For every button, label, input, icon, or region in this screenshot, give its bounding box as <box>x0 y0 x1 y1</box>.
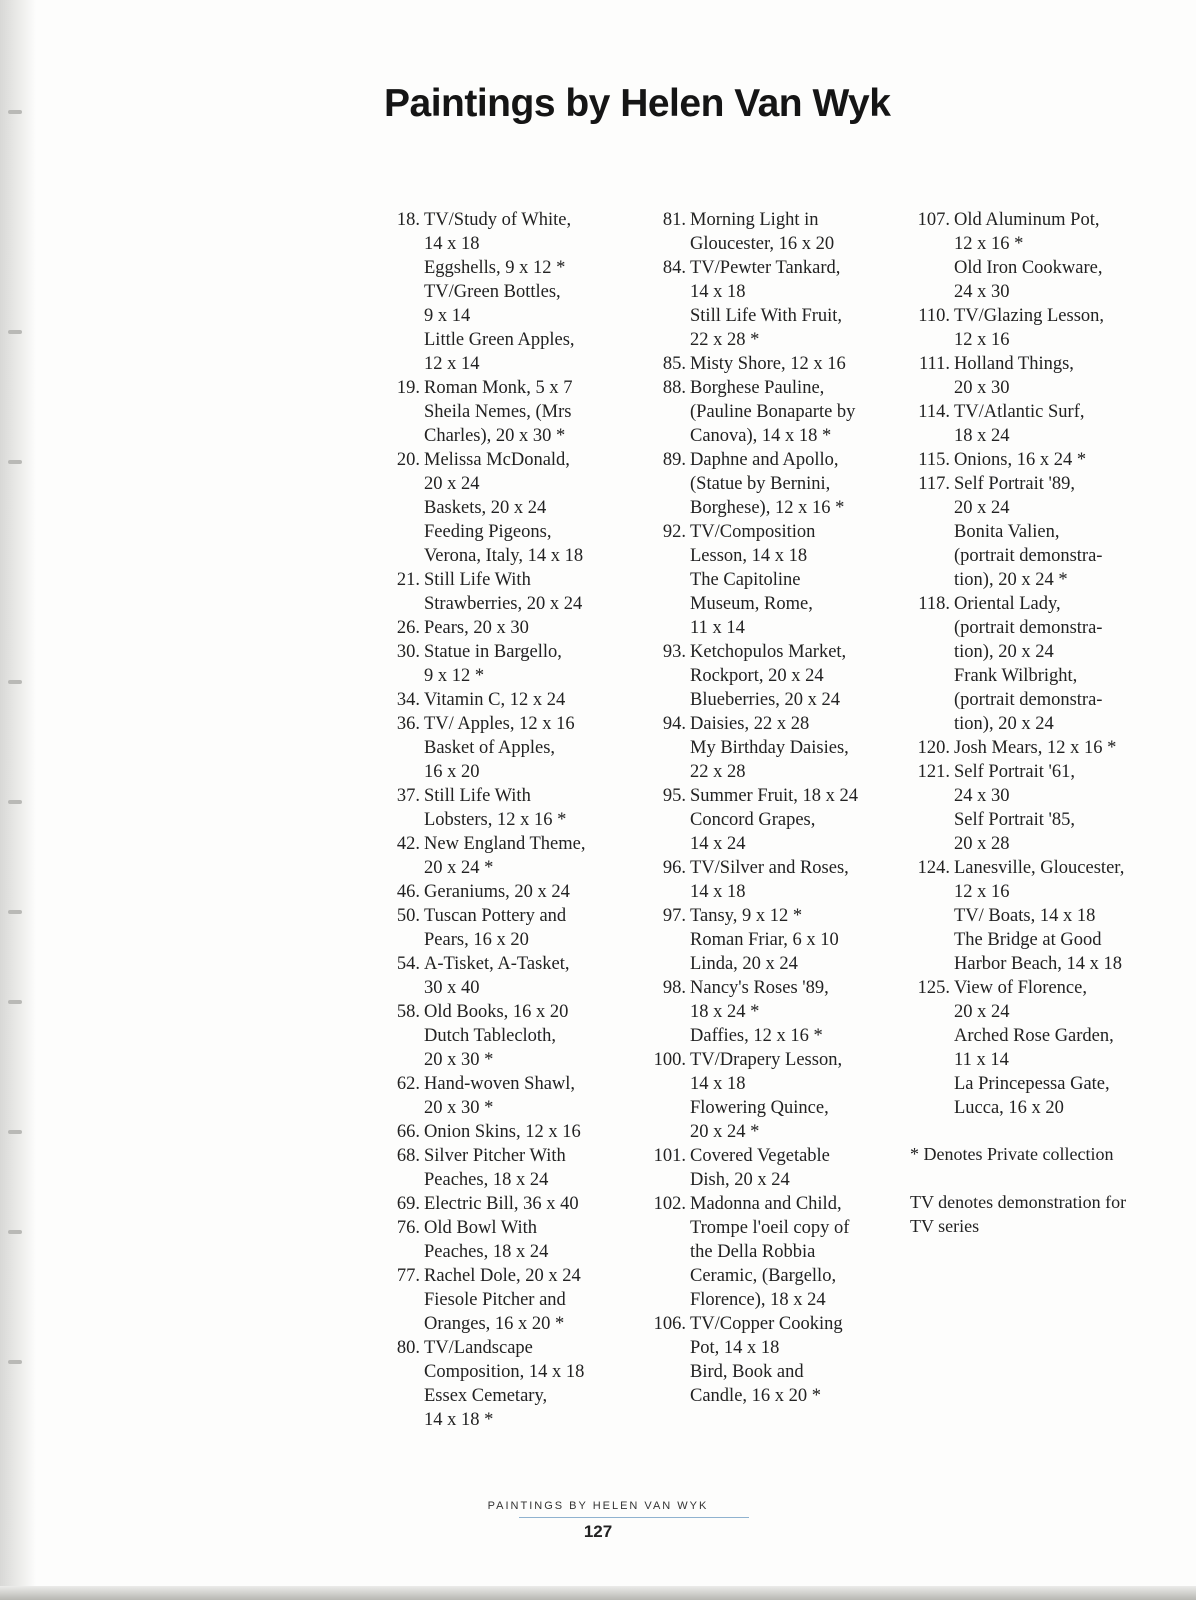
entry-number: 62. <box>396 1074 420 1094</box>
page-title: Paintings by Helen Van Wyk <box>384 82 891 125</box>
private-collection-note: * Denotes Private collection <box>910 1144 1114 1164</box>
entry-line: 9 x 14 <box>424 306 471 326</box>
entry-line: Tansy, 9 x 12 * <box>690 906 803 926</box>
binder-hole <box>8 800 22 804</box>
painting-entry <box>646 856 890 904</box>
painting-entry <box>646 1144 890 1192</box>
entry-line: View of Florence, <box>954 978 1087 998</box>
painting-entry <box>646 376 890 448</box>
entry-line: 20 x 30 * <box>424 1050 494 1070</box>
entry-line: Eggshells, 9 x 12 * <box>424 258 566 278</box>
painting-entry <box>646 1048 890 1144</box>
page-number: 127 <box>583 1522 613 1541</box>
entry-number: 92. <box>662 522 686 542</box>
entry-number: 20. <box>396 450 420 470</box>
entry-line: Tuscan Pottery and <box>424 906 567 926</box>
painting-entry <box>380 640 620 688</box>
painting-entry <box>380 904 620 952</box>
entry-line: Hand-woven Shawl, <box>424 1074 576 1094</box>
painting-entry <box>910 736 1160 760</box>
entry-line: Flowering Quince, <box>690 1098 829 1118</box>
entry-number: 117. <box>918 474 950 494</box>
entry-line: Self Portrait '61, <box>954 762 1075 782</box>
entry-line: 11 x 14 <box>954 1050 1009 1070</box>
painting-entry <box>380 1000 620 1072</box>
entry-line: My Birthday Daisies, <box>690 738 849 758</box>
entry-line: Geraniums, 20 x 24 <box>424 882 570 902</box>
entry-line: Oriental Lady, <box>954 594 1061 614</box>
entry-line: TV/Study of White, <box>424 210 572 230</box>
entry-number: 81. <box>662 210 686 230</box>
entry-number: 89. <box>662 450 686 470</box>
binder-hole <box>8 330 22 334</box>
entry-line: Gloucester, 16 x 20 <box>690 234 835 254</box>
painting-entry <box>380 1144 620 1192</box>
entry-number: 118. <box>918 594 950 614</box>
tv-demonstration-note: TV denotes demonstration for TV series <box>910 1192 1127 1236</box>
entry-line: Borghese Pauline, <box>690 378 825 398</box>
entry-line: Canova), 14 x 18 * <box>690 426 832 446</box>
entry-number: 102. <box>653 1194 686 1214</box>
painting-entry <box>380 1336 620 1432</box>
entry-number: 88. <box>662 378 686 398</box>
entry-line: Roman Friar, 6 x 10 <box>690 930 839 950</box>
entry-line: Still Life With <box>424 570 531 590</box>
entry-number: 100. <box>653 1050 686 1070</box>
entry-line: (Pauline Bonaparte by <box>690 402 856 422</box>
entry-line: Roman Monk, 5 x 7 <box>424 378 573 398</box>
entry-line: Little Green Apples, <box>424 330 575 350</box>
painting-entry <box>380 1264 620 1336</box>
entry-line: Electric Bill, 36 x 40 <box>424 1194 579 1214</box>
binder-hole <box>8 110 22 114</box>
entry-line: 18 x 24 <box>954 426 1010 446</box>
entry-line: Pot, 14 x 18 <box>690 1338 780 1358</box>
entry-line: TV/Atlantic Surf, <box>954 402 1085 422</box>
entry-line: Daffies, 12 x 16 * <box>690 1026 823 1046</box>
entry-number: 19. <box>396 378 420 398</box>
entry-line: Trompe l'oeil copy of <box>690 1218 850 1238</box>
entry-line: Vitamin C, 12 x 24 <box>424 690 566 710</box>
entry-line: 12 x 16 <box>954 330 1010 350</box>
entry-line: tion), 20 x 24 <box>954 642 1054 662</box>
entry-line: (Statue by Bernini, <box>690 474 831 494</box>
entry-line: Concord Grapes, <box>690 810 816 830</box>
binder-hole <box>8 680 22 684</box>
entry-line: A-Tisket, A-Tasket, <box>424 954 570 974</box>
entry-line: TV/Glazing Lesson, <box>954 306 1105 326</box>
entry-number: 110. <box>918 306 950 326</box>
painting-entry <box>910 760 1160 856</box>
entry-line: TV/Silver and Roses, <box>690 858 849 878</box>
entry-line: New England Theme, <box>424 834 586 854</box>
entry-number: 34. <box>396 690 420 710</box>
entry-line: 24 x 30 <box>954 282 1010 302</box>
entry-number: 42. <box>396 834 420 854</box>
painting-entry <box>646 712 890 784</box>
painting-entry <box>646 784 890 856</box>
entry-line: Ceramic, (Bargello, <box>690 1266 837 1286</box>
entry-number: 58. <box>396 1002 420 1022</box>
entry-line: Old Bowl With <box>424 1218 538 1238</box>
entry-line: TV/Composition <box>690 522 816 542</box>
entry-line: Old Iron Cookware, <box>954 258 1103 278</box>
entry-line: La Princepessa Gate, <box>954 1074 1110 1094</box>
entry-line: Strawberries, 20 x 24 <box>424 594 583 614</box>
entry-line: Old Aluminum Pot, <box>954 210 1100 230</box>
footer-rule <box>519 1517 749 1518</box>
entry-line: 22 x 28 <box>690 762 746 782</box>
entry-line: Baskets, 20 x 24 <box>424 498 547 518</box>
entry-line: Museum, Rome, <box>690 594 813 614</box>
entry-number: 36. <box>396 714 420 734</box>
entry-line: Summer Fruit, 18 x 24 <box>690 786 859 806</box>
running-footer: PAINTINGS BY HELEN VAN WYK <box>487 1500 709 1512</box>
entry-line: Lesson, 14 x 18 <box>690 546 808 566</box>
entry-line: TV/ Apples, 12 x 16 <box>424 714 575 734</box>
entry-number: 26. <box>396 618 420 638</box>
entry-line: Pears, 20 x 30 <box>424 618 529 638</box>
entry-line: Silver Pitcher With <box>424 1146 566 1166</box>
entry-line: Morning Light in <box>690 210 819 230</box>
list-column-3-entries <box>910 208 1160 1120</box>
entry-line: Dish, 20 x 24 <box>690 1170 790 1190</box>
painting-entry <box>380 1120 620 1144</box>
painting-entry <box>380 688 620 712</box>
entry-line: Daisies, 22 x 28 <box>690 714 810 734</box>
binder-hole <box>8 1130 22 1134</box>
painting-entry <box>380 1072 620 1120</box>
entry-line: Josh Mears, 12 x 16 * <box>954 738 1117 758</box>
entry-number: 54. <box>396 954 420 974</box>
entry-number: 95. <box>662 786 686 806</box>
entry-line: Charles), 20 x 30 * <box>424 426 566 446</box>
painting-entry <box>646 1192 890 1312</box>
entry-line: Borghese), 12 x 16 * <box>690 498 845 518</box>
entry-line: Bonita Valien, <box>954 522 1060 542</box>
entry-number: 121. <box>917 762 950 782</box>
entry-line: Fiesole Pitcher and <box>424 1290 566 1310</box>
page-bottom-edge <box>0 1586 1196 1600</box>
entry-line: 9 x 12 * <box>424 666 485 686</box>
binder-hole <box>8 1360 22 1364</box>
entry-line: Verona, Italy, 14 x 18 <box>424 546 584 566</box>
entry-number: 21. <box>396 570 420 590</box>
entry-number: 66. <box>396 1122 420 1142</box>
entry-line: TV/ Boats, 14 x 18 <box>954 906 1096 926</box>
entry-number: 96. <box>662 858 686 878</box>
painting-entry <box>910 352 1160 400</box>
entry-line: Oranges, 16 x 20 * <box>424 1314 565 1334</box>
painting-entry <box>646 352 890 376</box>
entry-number: 107. <box>917 210 950 230</box>
entry-number: 68. <box>396 1146 420 1166</box>
entry-line: Dutch Tablecloth, <box>424 1026 556 1046</box>
entry-line: Still Life With Fruit, <box>690 306 843 326</box>
entry-line: 24 x 30 <box>954 786 1010 806</box>
entry-line: Candle, 16 x 20 * <box>690 1386 822 1406</box>
painting-entry <box>646 904 890 976</box>
entry-number: 85. <box>662 354 686 374</box>
entry-line: (portrait demonstra- <box>954 546 1103 566</box>
entry-line: 14 x 18 * <box>424 1410 494 1430</box>
painting-entry <box>646 448 890 520</box>
entry-line: TV/Landscape <box>424 1338 533 1358</box>
entry-line: 12 x 14 <box>424 354 480 374</box>
entry-line: Harbor Beach, 14 x 18 <box>954 954 1122 974</box>
entry-line: 14 x 18 <box>690 1074 746 1094</box>
entry-line: Holland Things, <box>954 354 1074 374</box>
entry-line: 20 x 30 * <box>424 1098 494 1118</box>
entry-number: 93. <box>662 642 686 662</box>
list-column-2 <box>646 208 890 1408</box>
entry-number: 115. <box>918 450 950 470</box>
painting-entry <box>910 976 1160 1120</box>
entry-line: Blueberries, 20 x 24 <box>690 690 841 710</box>
entry-line: 14 x 24 <box>690 834 746 854</box>
entry-line: 30 x 40 <box>424 978 480 998</box>
entry-line: Onions, 16 x 24 * <box>954 450 1087 470</box>
entry-line: Linda, 20 x 24 <box>690 954 798 974</box>
entry-line: Rachel Dole, 20 x 24 <box>424 1266 581 1286</box>
entry-line: Pears, 16 x 20 <box>424 930 529 950</box>
notes <box>910 1142 1160 1238</box>
entry-number: 69. <box>396 1194 420 1214</box>
painting-entry <box>910 472 1160 592</box>
entry-line: Madonna and Child, <box>690 1194 842 1214</box>
entry-number: 94. <box>662 714 686 734</box>
painting-entry <box>380 448 620 568</box>
painting-entry <box>910 592 1160 736</box>
entry-number: 84. <box>662 258 686 278</box>
entry-line: Self Portrait '89, <box>954 474 1075 494</box>
painting-entry <box>380 1192 620 1216</box>
entry-line: 20 x 30 <box>954 378 1010 398</box>
entry-line: 20 x 24 * <box>690 1122 760 1142</box>
entry-line: 20 x 24 <box>424 474 480 494</box>
entry-line: The Capitoline <box>690 570 801 590</box>
entry-line: Feeding Pigeons, <box>424 522 552 542</box>
entry-line: 11 x 14 <box>690 618 745 638</box>
entry-line: Onion Skins, 12 x 16 <box>424 1122 581 1142</box>
entry-line: The Bridge at Good <box>954 930 1102 950</box>
entry-number: 50. <box>396 906 420 926</box>
painting-entry <box>646 1312 890 1408</box>
entry-line: Essex Cemetary, <box>424 1386 548 1406</box>
painting-entry <box>910 856 1160 976</box>
entry-line: Frank Wilbright, <box>954 666 1078 686</box>
entry-line: 20 x 24 <box>954 1002 1010 1022</box>
entry-line: TV/Pewter Tankard, <box>690 258 841 278</box>
entry-line: 20 x 28 <box>954 834 1010 854</box>
entry-number: 80. <box>396 1338 420 1358</box>
painting-entry <box>380 616 620 640</box>
painting-entry <box>910 208 1160 304</box>
entry-number: 120. <box>917 738 950 758</box>
painting-entry <box>646 640 890 712</box>
painting-entry <box>380 952 620 1000</box>
entry-number: 18. <box>396 210 420 230</box>
painting-entry <box>910 448 1160 472</box>
painting-entry <box>380 1216 620 1264</box>
binder-hole <box>8 910 22 914</box>
painting-entry <box>380 880 620 904</box>
entry-line: Peaches, 18 x 24 <box>424 1242 549 1262</box>
entry-number: 76. <box>396 1218 420 1238</box>
entry-line: Statue in Bargello, <box>424 642 562 662</box>
painting-entry <box>646 256 890 352</box>
entry-number: 125. <box>917 978 950 998</box>
entry-number: 101. <box>653 1146 686 1166</box>
entry-line: Still Life With <box>424 786 531 806</box>
entry-line: Arched Rose Garden, <box>954 1026 1114 1046</box>
entry-number: 30. <box>396 642 420 662</box>
entry-line: tion), 20 x 24 <box>954 714 1054 734</box>
entry-line: Self Portrait '85, <box>954 810 1075 830</box>
entry-line: 16 x 20 <box>424 762 480 782</box>
painting-entry <box>646 520 890 640</box>
painting-entry <box>910 304 1160 352</box>
entry-number: 98. <box>662 978 686 998</box>
entry-number: 114. <box>918 402 950 422</box>
painting-entry <box>646 208 890 256</box>
entry-number: 124. <box>917 858 950 878</box>
painting-entry <box>910 400 1160 448</box>
binder-hole <box>8 1000 22 1004</box>
list-column-1 <box>380 208 620 1432</box>
list-column-3 <box>910 208 1160 1262</box>
painting-entry <box>380 832 620 880</box>
entry-line: TV/Copper Cooking <box>690 1314 843 1334</box>
entry-line: 14 x 18 <box>424 234 480 254</box>
entry-line: Bird, Book and <box>690 1362 804 1382</box>
entry-line: tion), 20 x 24 * <box>954 570 1068 590</box>
entry-line: Basket of Apples, <box>424 738 556 758</box>
entry-line: Sheila Nemes, (Mrs <box>424 402 572 422</box>
entry-line: Old Books, 16 x 20 <box>424 1002 569 1022</box>
entry-line: Melissa McDonald, <box>424 450 570 470</box>
entry-line: 12 x 16 <box>954 882 1010 902</box>
entry-line: 14 x 18 <box>690 282 746 302</box>
entry-line: the Della Robbia <box>690 1242 816 1262</box>
entry-line: 12 x 16 * <box>954 234 1024 254</box>
entry-line: (portrait demonstra- <box>954 690 1103 710</box>
entry-number: 77. <box>396 1266 420 1286</box>
entry-line: Nancy's Roses '89, <box>690 978 829 998</box>
entry-line: 20 x 24 <box>954 498 1010 518</box>
binder-hole <box>8 1230 22 1234</box>
binder-hole <box>8 460 22 464</box>
entry-line: (portrait demonstra- <box>954 618 1103 638</box>
entry-line: 20 x 24 * <box>424 858 494 878</box>
entry-line: Composition, 14 x 18 <box>424 1362 585 1382</box>
painting-entry <box>380 208 620 376</box>
entry-number: 111. <box>918 354 950 374</box>
entry-line: Lobsters, 12 x 16 * <box>424 810 567 830</box>
entry-line: Misty Shore, 12 x 16 <box>690 354 846 374</box>
entry-line: Ketchopulos Market, <box>690 642 847 662</box>
painting-entry <box>380 784 620 832</box>
entry-line: 22 x 28 * <box>690 330 760 350</box>
entry-line: Covered Vegetable <box>690 1146 830 1166</box>
entry-line: Florence), 18 x 24 <box>690 1290 826 1310</box>
painting-entry <box>380 376 620 448</box>
entry-line: TV/Green Bottles, <box>424 282 561 302</box>
entry-line: Daphne and Apollo, <box>690 450 839 470</box>
entry-number: 106. <box>653 1314 686 1334</box>
entry-line: Peaches, 18 x 24 <box>424 1170 549 1190</box>
painting-entry <box>380 712 620 784</box>
entry-line: TV/Drapery Lesson, <box>690 1050 843 1070</box>
painting-entry <box>646 976 890 1048</box>
painting-entry <box>380 568 620 616</box>
entry-line: Lucca, 16 x 20 <box>954 1098 1064 1118</box>
entry-number: 37. <box>396 786 420 806</box>
entry-line: Rockport, 20 x 24 <box>690 666 824 686</box>
entry-line: 18 x 24 * <box>690 1002 760 1022</box>
entry-number: 46. <box>396 882 420 902</box>
entry-line: Lanesville, Gloucester, <box>954 858 1125 878</box>
entry-line: 14 x 18 <box>690 882 746 902</box>
entry-number: 97. <box>662 906 686 926</box>
